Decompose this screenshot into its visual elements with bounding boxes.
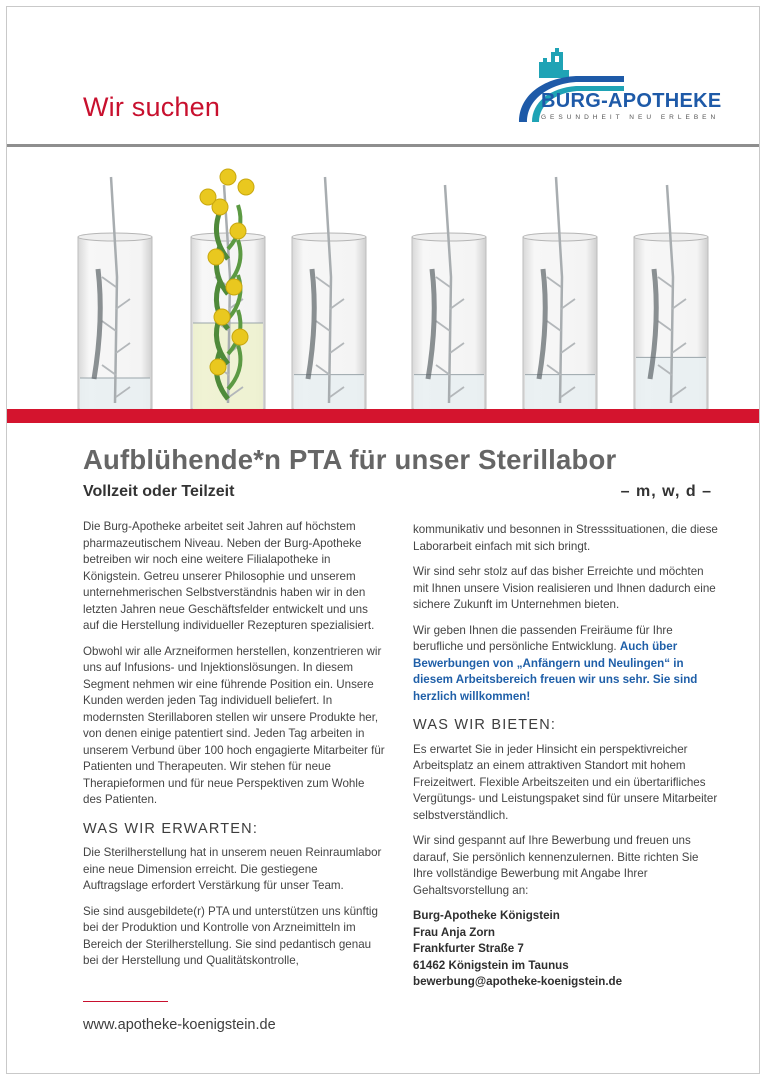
offer-heading: WAS WIR BIETEN: [413,717,557,733]
expect-paragraph-2: Sie sind ausgebildete(r) PTA und unterstützen uns künftig bei der Produktion und Kontrolle von Arzneimitteln im Bereich der Sterilherstellung. Sie sind pedantisch genau bei der Herstellung und Qualitätskontrolle, [83,904,378,967]
right-column [413,522,718,991]
newcomers-welcome: Auch über Bewerbungen von „Anfängern und Neulingen“ in diesem Arbeitsbereich freuen wir uns sehr. Sie sind herzlich willkommen! [413,640,698,703]
logo-name: BURG-APOTHEKE [541,90,722,112]
logo-tagline: GESUNDHEIT NEU ERLEBEN [541,114,720,121]
address-city: 61462 Königstein im Taunus [413,958,569,972]
test-tube [523,177,597,409]
test-tube [78,177,152,409]
expect-paragraph-1: Die Sterilherstellung hat in unserem neuen Reinraumlabor eine neue Dimension erreicht. Die gestiegene Auftragslage erfordert Verstärkung für unser Team. [83,846,382,892]
expect-heading: WAS WIR ERWARTEN: [83,820,259,837]
test-tube [191,169,265,409]
continued-paragraph-2: Wir sind sehr stolz auf das bisher Erreichte und möchten mit Ihnen unsere Vision realisieren und Ihnen dadurch eine sichere Zukunft im Unternehmen bieten. [413,565,716,611]
intro-paragraph-1: Die Burg-Apotheke arbeitet seit Jahren auf höchstem pharmazeutischem Niveau. Neben der Burg-Apotheke betreiben wir noch eine weitere Filialapotheke in Königstein. Getreu unserer Philosophie und unserem unternehmerischen Selbstverständnis haben wir in den letzten Jahren neue Geschäftsfelder entwickelt und uns auf die Herstellung individueller Rezepturen spezialisiert. [83,520,375,632]
footer-divider [83,1001,168,1002]
address-street: Frankfurter Straße 7 [413,942,524,955]
gender-note: – m, w, d – [620,483,712,500]
continued-paragraph-3 [413,623,718,706]
application-email[interactable]: bewerbung@apotheke-koenigstein.de [413,975,623,988]
job-subtitle: Vollzeit oder Teilzeit [83,483,235,500]
test-tube [412,185,486,409]
test-tubes-photo [7,147,759,409]
offer-paragraph-2: Wir sind gespannt auf Ihre Bewerbung und freuen uns darauf, Sie persönlich kennenzulernen. Bitte richten Sie Ihre vollständige Bewerbung mit Angabe Ihrer Gehaltsvorstellung an: [413,834,699,897]
headline: Wir suchen [83,92,221,122]
red-band [7,409,759,423]
address-company: Burg-Apotheke Königstein [413,909,560,922]
address-contact: Frau Anja Zorn [413,925,496,939]
continued-paragraph-1: kommunikativ und besonnen in Stresssituationen, die diese Laborarbeit einfach mit sich bringt. [413,523,718,553]
freedom-text: Wir geben Ihnen die passenden Freiräume für Ihre berufliche und persönliche Entwicklung. [413,623,673,653]
offer-paragraph-1: Es erwartet Sie in jeder Hinsicht ein perspektivreicher Arbeitsplatz an einem attraktiven Standort mit hohem Freizeitwert. Flexible Arbeitszeiten und ein übertarifliches Vergütungs- und Leistungspaket sind für unsere Mitarbeiter selbstverständlich. [413,742,718,822]
website-link[interactable]: www.apotheke-koenigstein.de [83,1017,276,1033]
left-column [83,519,385,979]
test-tube [292,177,366,409]
address-block [413,908,718,991]
test-tube [634,185,708,409]
job-title: Aufblühende*n PTA für unser Sterillabor [83,444,617,475]
intro-paragraph-2: Obwohl wir alle Arzneiformen herstellen, konzentrieren wir uns auf Infusions- und Injektionslösungen. In diesem Segment nehmen wir eine führende Position ein. Unsere Kunden werden jeden Tag individuell beliefert. In modernsten Sterillaboren stellen wir unsere Produkte her, von denen einige patentiert sind. Jeden Tag arbeiten in unserem Verbund über 100 hoch engagierte Mitarbeiter für Patienten und Therapeuten. Wir stehen für neue Therapieformen und für neue Perspektiven zum Wohle des Patienten. [83,644,385,806]
